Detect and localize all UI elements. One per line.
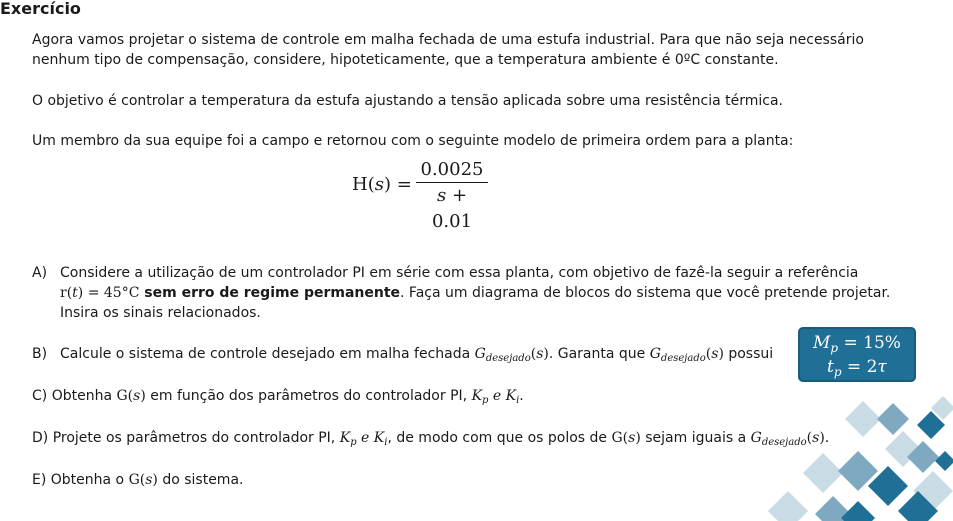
model-intro-paragraph: Um membro da sua equipe foi a campo e retornou com o seguinte modelo de primeira ordem para a planta: (32, 133, 794, 149)
g-desejado-var-2: s (711, 346, 719, 362)
mp-symbol: M (813, 333, 831, 353)
item-d-text-1: D) Projete os parâmetros do controlador PI, (32, 430, 340, 446)
reference-var: t (72, 285, 78, 301)
tp-subscript: p (833, 365, 842, 379)
ki-subscript: i (516, 395, 520, 406)
g-desejado-symbol-2: G (649, 346, 661, 362)
item-d-text-3: sejam iguais a (640, 430, 751, 446)
item-c-text-1: C) Obtenha (32, 388, 117, 404)
formula-fraction (416, 158, 488, 232)
kp-subscript: p (482, 395, 489, 406)
item-b (32, 344, 773, 369)
item-a-line-1 (32, 263, 890, 283)
kp-subscript-d: p (350, 437, 357, 448)
formula-numerator: 0.0025 (416, 158, 488, 183)
g-close: ) (140, 388, 146, 404)
item-c-conj: e (488, 388, 506, 404)
tp-value: = 2 (841, 357, 878, 377)
diamond-light-1 (845, 401, 881, 437)
tp-symbol: t (827, 357, 834, 377)
g-fn: G( (116, 388, 134, 404)
g-desejado-symbol-d: G (750, 430, 762, 446)
diamond-light-3 (803, 453, 843, 493)
mp-value: = 15% (838, 333, 901, 353)
formula-denominator-rest: + 0.01 (431, 185, 473, 232)
diamond-mid-1 (877, 403, 909, 435)
item-b-text-2: . Garanta que (548, 346, 650, 362)
tp-tau: τ (877, 357, 887, 377)
item-c (32, 386, 524, 411)
item-e-text-2: do sistema. (157, 472, 244, 488)
item-b-text-1: Calcule o sistema de controle desejado em malha fechada (60, 346, 475, 362)
formula-denominator-var: s (436, 185, 447, 206)
g-var-d: s (628, 430, 636, 446)
g-desejado-var: s (536, 346, 544, 362)
diamond-dark-5 (935, 451, 953, 471)
formula-lhs (352, 174, 412, 195)
decorative-diamond-pattern (693, 381, 953, 521)
kp-symbol: K (471, 388, 483, 404)
ki-subscript-d: i (384, 437, 388, 448)
g-var-e: s (145, 472, 153, 488)
g-desejado-var-d: s (812, 430, 820, 446)
formula-lhs-var: s (374, 174, 384, 195)
g-desejado-subscript-2: desejado (660, 353, 706, 364)
objective-paragraph: O objetivo é controlar a temperatura da estufa ajustando a tensão aplicada sobre uma resistência térmica. (32, 93, 783, 109)
spec-peak-time (827, 357, 887, 379)
formula-lhs-fn: H( (352, 174, 375, 195)
item-a-line-3: Insira os sinais relacionados. (60, 305, 261, 321)
item-e-text-1: E) Obtenha o (32, 472, 129, 488)
kp-symbol-d: K (339, 430, 351, 446)
item-d-conj: e (356, 430, 374, 446)
spec-overshoot (813, 333, 901, 355)
g-desejado-open-2: ( (705, 346, 712, 362)
page-title: Exercício (0, 0, 81, 18)
g-var: s (133, 388, 141, 404)
g-desejado-subscript: desejado (485, 353, 531, 364)
formula-lhs-close: ) = (383, 174, 412, 195)
formula-denominator (416, 183, 488, 232)
item-a-label: A) (32, 265, 48, 281)
item-a-line-2 (32, 283, 890, 303)
intro-paragraph (32, 30, 864, 70)
g-desejado-open: ( (530, 346, 537, 362)
g-desejado-subscript-d: desejado (761, 437, 807, 448)
g-desejado-close: ) (543, 346, 549, 362)
reference-value: ) = 45°C (77, 285, 140, 301)
g-fn-e: G( (128, 472, 146, 488)
g-desejado-open-d: ( (806, 430, 813, 446)
g-desejado-close-2: ) (718, 346, 724, 362)
ki-symbol: K (505, 388, 517, 404)
item-d-text-2: , de modo com que os polos de (387, 430, 612, 446)
diamond-light-5 (768, 491, 808, 521)
item-b-label: B) (32, 346, 48, 362)
item-a-text-2: . Faça um diagrama de blocos do sistema que você pretende projetar. (400, 285, 891, 301)
mp-subscript: p (830, 341, 839, 355)
item-a-bold-text: sem erro de regime permanente (139, 285, 401, 301)
item-a (32, 263, 890, 323)
item-e (32, 470, 243, 490)
item-c-end: . (519, 388, 524, 404)
g-close-e: ) (152, 472, 158, 488)
item-b-text-3: possui (723, 346, 774, 362)
ki-symbol-d: K (373, 430, 385, 446)
spec-box (798, 327, 916, 382)
g-fn-d: G( (611, 430, 629, 446)
g-close-d: ) (635, 430, 641, 446)
intro-line-2: nenhum tipo de compensação, considere, hipoteticamente, que a temperatura ambiente é 0ºC constante. (32, 52, 779, 68)
reference-fn: r( (60, 285, 73, 301)
g-desejado-symbol: G (474, 346, 486, 362)
intro-line-1: Agora vamos projetar o sistema de controle em malha fechada de uma estufa industrial. Para que não seja necessário (32, 32, 864, 48)
item-a-text-1: Considere a utilização de um controlador PI em série com essa planta, com objetivo de fazê-la seguir a referência (60, 265, 859, 281)
g-desejado-close-d: ). (819, 430, 830, 446)
item-c-text-2: em função dos parâmetros do controlador PI, (145, 388, 472, 404)
